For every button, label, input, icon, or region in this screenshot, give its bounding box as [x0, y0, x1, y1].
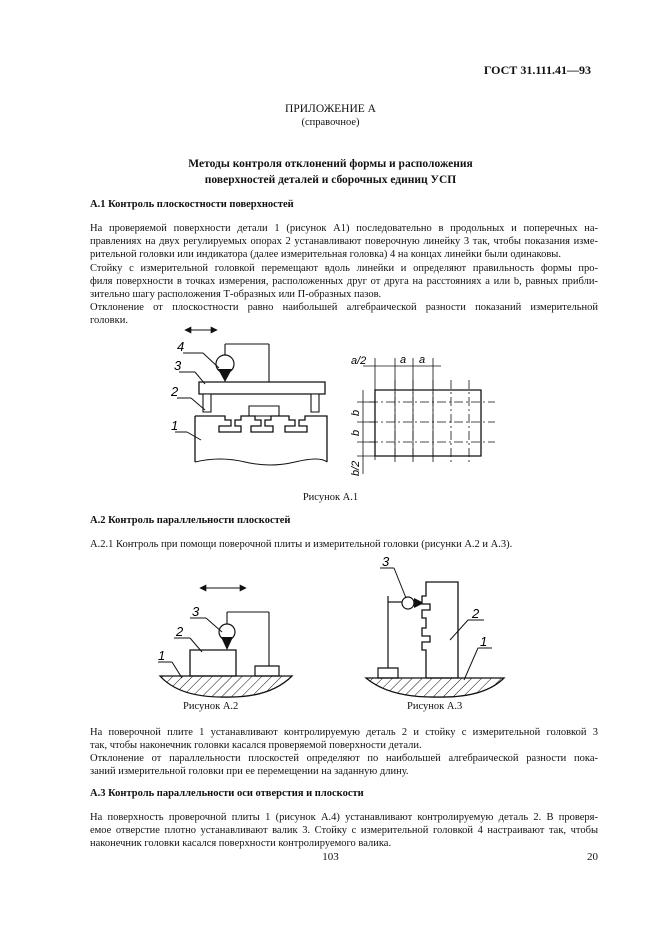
a1-p1-line1: На проверяемой поверхности детали 1 (рисунок А1) последовательно в продольных и поперечных на-	[90, 223, 598, 234]
a1-p2-line2: филя поверхности в точках измерения, расположенных друг от друга на расстояниях a или b, равных прибли-	[90, 276, 598, 287]
fig-a1-label-b1: b	[350, 409, 362, 416]
fig-a1-label-1: 1	[171, 418, 179, 433]
fig-a2-label-1: 1	[158, 648, 166, 663]
fig-a1-label-a1: a	[400, 354, 407, 366]
a3-p1-line1: На поверхность проверочной плиты 1 (рисунок А.4) устанавливают контролируемую деталь 2. В проверя-	[90, 812, 598, 823]
fig-a1-label-4: 4	[177, 339, 185, 354]
a1-p3-line2: головки.	[90, 315, 128, 326]
standard-number: ГОСТ 31.111.41—93	[483, 63, 591, 77]
fig-a3-label-2: 2	[472, 606, 480, 621]
a1-p1-line3: рительной головки или индикатора (далее измерительная головка) 4 на концах линейки были одинаковы.	[90, 249, 561, 260]
sheet-number: 20	[587, 851, 598, 863]
fig-a1-label-a-half: a/2	[351, 355, 367, 367]
a2-text-p2-line2: заний измерительной головки при ее перемещении на заданную длину.	[90, 766, 409, 777]
figure-a3-caption: Рисунок А.3	[407, 701, 463, 712]
fig-a1-label-a2: a	[419, 354, 426, 366]
appendix-subtitle: (справочное)	[301, 117, 360, 128]
section-a3-heading: А.3 Контроль параллельности оси отверстия и плоскости	[90, 788, 364, 799]
section-a2-heading: А.2 Контроль параллельности плоскостей	[90, 515, 291, 526]
figure-a1-grid	[345, 350, 510, 480]
fig-a2-label-2: 2	[176, 624, 184, 639]
fig-a3-label-1: 1	[480, 634, 488, 649]
fig-a3-label-3: 3	[382, 554, 390, 569]
appendix-title: ПРИЛОЖЕНИЕ А	[285, 103, 376, 115]
a1-p2-line1: Стойку с измерительной головкой перемещают вдоль линейки и определяют правильность формы про-	[90, 263, 598, 274]
figure-a1-caption: Рисунок А.1	[302, 492, 359, 503]
fig-a1-label-b-half: b/2	[350, 460, 362, 476]
figure-a1-section	[165, 320, 345, 470]
figure-a2	[150, 580, 300, 698]
main-title-line2: поверхностей деталей и сборочных единиц УСП	[204, 174, 457, 186]
a2-text-p1-line1: На поверочной плите 1 устанавливают контролируемую деталь 2 и стойку с измерительной головкой 3	[90, 727, 598, 738]
a3-p1-line2: емое отверстие плотно устанавливают валик 3. Стойку с измерительной головкой 4 настраивают так, чтобы	[90, 825, 598, 836]
figure-a3	[360, 552, 510, 698]
a2-text-p1-line2: так, чтобы наконечник головки касался проверяемой поверхности детали.	[90, 740, 422, 751]
main-title-line1: Методы контроля отклонений формы и расположения	[188, 158, 473, 170]
a1-p2-line3: зительно шагу расположения Т-образных или П-образных пазов.	[90, 289, 382, 300]
a2-text-p2-line1: Отклонение от параллельности плоскостей определяют по наибольшей алгебраической разности пока-	[90, 753, 598, 764]
fig-a1-label-3: 3	[174, 358, 182, 373]
page-number: 103	[322, 851, 339, 863]
a1-p3-line1: Отклонение от плоскостности равно наибольшей алгебраической разности показаний измерительной	[90, 302, 598, 313]
a1-p1-line2: правлениях на двух регулируемых опорах 2 устанавливают поверочную линейку 3 так, чтобы показания измe-	[90, 236, 598, 247]
fig-a1-label-2: 2	[171, 384, 179, 399]
a3-p1-line3: наконечник головки касался поверхности контролируемого валика.	[90, 838, 392, 849]
figure-a2-caption: Рисунок А.2	[183, 701, 239, 712]
section-a1-heading: А.1 Контроль плоскостности поверхностей	[90, 199, 294, 210]
fig-a2-label-3: 3	[192, 604, 200, 619]
a2-p1: А.2.1 Контроль при помощи поверочной плиты и измерительной головки (рисунки А.2 и А.3).	[90, 539, 513, 550]
fig-a1-label-b2: b	[350, 429, 362, 436]
